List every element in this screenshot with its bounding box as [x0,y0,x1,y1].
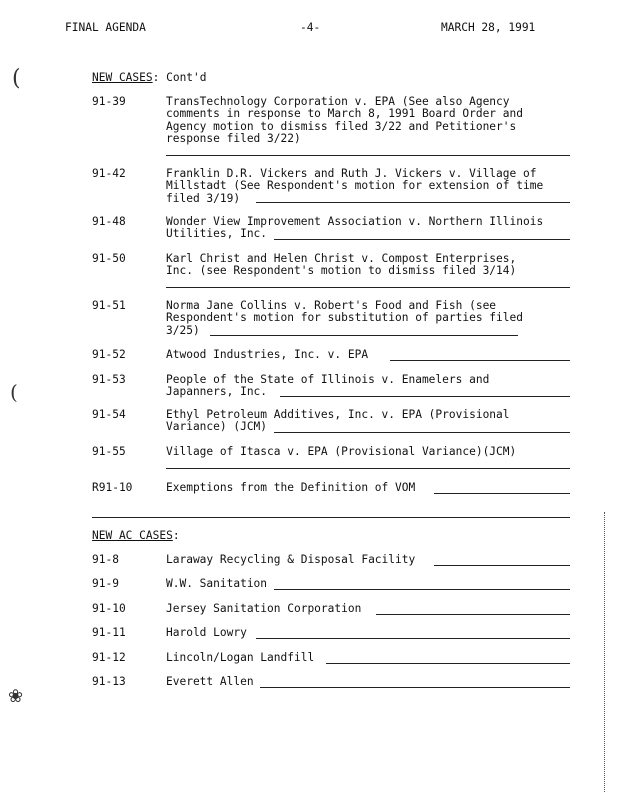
ac-case-description: W.W. Sanitation [166,577,268,590]
case-number: 91-52 [92,348,126,361]
signature-line [434,493,570,494]
header-date: MARCH 28, 1991 [441,21,536,34]
ac-case-number: 91-8 [92,553,119,566]
case-number: 91-50 [92,252,126,265]
case-description: Exemptions from the Definition of VOM [166,481,416,494]
signature-line [390,360,570,361]
ac-case-description: Laraway Recycling & Disposal Facility [166,553,416,566]
case-description: People of the State of Illinois v. Enamelers and Japanners, Inc. [166,373,490,399]
case-description: Franklin D.R. Vickers and Ruth J. Vickers v. Village of Millstadt (See Respondent's motion for extension of time filed 3/19) [166,167,544,205]
case-number: 91-55 [92,445,126,458]
ac-case-number: 91-13 [92,675,126,688]
case-description: Norma Jane Collins v. Robert's Food and Fish (see Respondent's motion for substitution of parties filed 3/25) [166,299,523,337]
margin-mark: ( [12,66,21,91]
signature-line [210,335,518,336]
ac-case-number: 91-12 [92,651,126,664]
ac-case-description: Everett Allen [166,675,254,688]
case-number: 91-54 [92,408,126,421]
section-heading-new-cases: NEW CASES: Cont'd [92,71,207,84]
ac-case-number: 91-10 [92,602,126,615]
signature-line [274,239,570,240]
signature-line [260,687,570,688]
signature-line [434,565,570,566]
section-heading-new-ac-cases: NEW AC CASES: [92,529,180,542]
stamp-mark: ❀ [8,686,24,707]
case-number: 91-53 [92,373,126,386]
signature-line [256,638,570,639]
signature-line [326,663,570,664]
section-divider-line [92,517,570,518]
header-page-number: -4- [300,21,321,34]
case-number: 91-42 [92,167,126,180]
case-description: Karl Christ and Helen Christ v. Compost Enterprises, Inc. (see Respondent's motion to dismiss filed 3/14) [166,252,517,278]
header-left: FINAL AGENDA [65,21,146,34]
signature-line [274,432,570,433]
case-description: Wonder View Improvement Association v. Northern Illinois Utilities, Inc. [166,215,544,241]
case-description: TransTechnology Corporation v. EPA (See also Agency comments in response to March 8, 1991 Board Order and Agency motion to dismiss filed 3/22 and Petitioner's response filed 3/22) [166,95,523,146]
signature-line [280,396,570,397]
case-number: 91-39 [92,95,126,108]
margin-mark: ( [10,380,18,404]
signature-line [166,155,570,156]
signature-line [256,202,570,203]
ac-case-description: Lincoln/Logan Landfill [166,651,315,664]
case-description: Atwood Industries, Inc. v. EPA [166,348,369,361]
case-number: 91-48 [92,215,126,228]
ac-case-description: Harold Lowry [166,626,247,639]
signature-line [376,614,570,615]
case-number: 91-51 [92,299,126,312]
ac-case-number: 91-11 [92,626,126,639]
signature-line [274,589,570,590]
page-edge-rule [604,512,605,792]
case-number: R91-10 [92,481,133,494]
ac-case-number: 91-9 [92,577,119,590]
case-description: Village of Itasca v. EPA (Provisional Variance)(JCM) [166,445,517,458]
ac-case-description: Jersey Sanitation Corporation [166,602,362,615]
signature-line [166,468,570,469]
case-description: Ethyl Petroleum Additives, Inc. v. EPA (Provisional Variance) (JCM) [166,408,510,434]
signature-line [166,287,570,288]
